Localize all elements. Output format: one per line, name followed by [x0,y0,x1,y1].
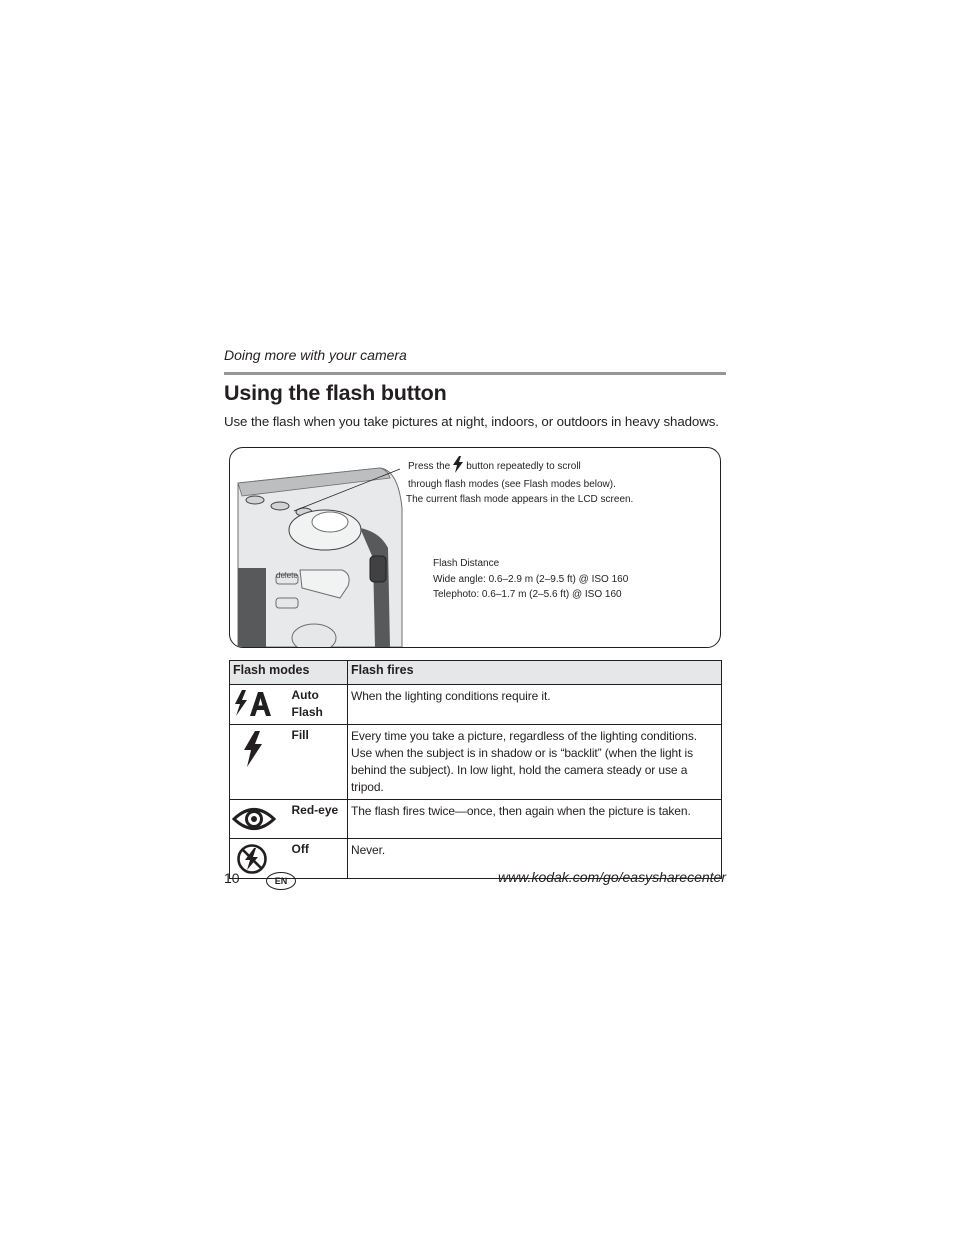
mode-description: Never. [348,839,722,879]
language-badge: EN [266,872,296,890]
red-eye-icon [230,800,289,835]
intro-text: Use the flash when you take pictures at night, indoors, or outdoors in heavy shadows. [224,414,719,429]
mode-description: When the lighting conditions require it. [348,685,722,725]
mode-name: Red-eye [289,800,348,839]
header-rule [224,372,726,375]
flash-distance-tele: Telephoto: 0.6–1.7 m (2–5.6 ft) @ ISO 160 [433,589,622,600]
footer-url[interactable]: www.kodak.com/go/easysharecenter [498,869,726,885]
table-header-row [230,661,722,685]
section-title: Doing more with your camera [224,347,407,363]
fill-flash-icon [230,725,289,770]
auto-flash-icon [230,685,289,722]
flash-distance-title: Flash Distance [433,558,500,569]
page-heading: Using the flash button [224,381,447,405]
flash-distance-block [433,556,628,603]
flash-distance-wide: Wide angle: 0.6–2.9 m (2–9.5 ft) @ ISO 160 [433,573,629,585]
icon-cell [230,685,289,725]
table-row [230,800,722,839]
mode-name: Auto Flash [289,685,348,725]
mode-description: Every time you take a picture, regardless of the lighting conditions. Use when the subject is in shadow or is “backlit” (when the light is behind the subject). In low light, hold the camera steady or use a tripod. [348,725,722,800]
mode-description: The flash fires twice—once, then again when the picture is taken. [348,800,722,839]
mode-name: Fill [289,725,348,800]
camera-label-delete: delete [276,571,298,580]
icon-cell [230,725,289,800]
callout-lcd: The current flash mode appears in the LCD screen. [406,494,634,505]
icon-cell [230,800,289,839]
page-number: 10 [224,870,240,886]
flash-modes-table [229,660,722,879]
camera-figure [229,447,721,648]
flash-icon [452,456,464,478]
mode-name: Off [289,839,348,879]
callout-press-flash: Press the button repeatedly to scroll through flash modes (see Flash modes below). [408,456,616,492]
table-row [230,685,722,725]
table-row [230,725,722,800]
camera-illustration [230,448,410,647]
header-flash-modes: Flash modes [230,661,348,685]
header-flash-fires: Flash fires [348,661,722,685]
